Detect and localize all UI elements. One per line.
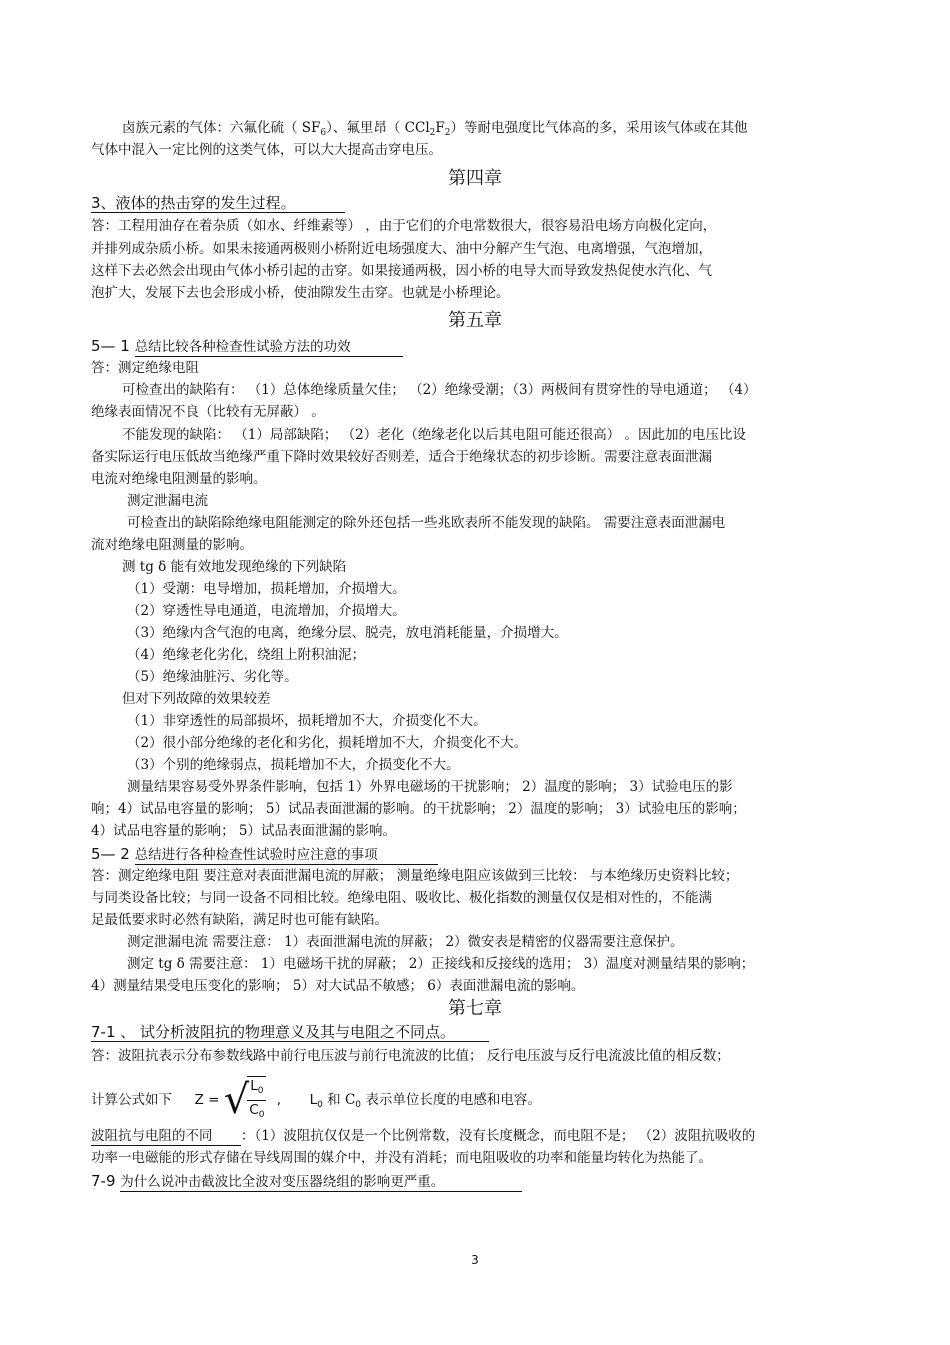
answer-5-1-line: 电流对绝缘电阻测量的影响。 xyxy=(91,471,267,487)
question-7-9-heading: 7-9 为什么说冲击截波比全波对变压器绕组的影响更严重。 xyxy=(91,1172,522,1192)
answer-3-line-3: 这样下去必然会出现由气体小桥引起的击穿。如果接通两极，因小桥的电导大而导致发热促使水汽化、气 xyxy=(91,263,712,279)
chapter-7-title: 第七章 xyxy=(448,998,502,1019)
answer-5-1-line: 测 tg δ 能有效地发现绝缘的下列缺陷 xyxy=(122,559,347,575)
answer-5-1-line: 但对下列故障的效果较差 xyxy=(122,691,271,707)
answer-5-1-line: 备实际运行电压低故当绝缘严重下降时效果较好否则差，适合于绝缘状态的初步诊断。需要注意表面泄漏 xyxy=(91,449,712,465)
wave-impedance-difference-line-1: 波阻抗与电阻的不同 ：（1）波阻抗仅仅是一个比例常数，没有长度概念，而电阻不是； （2）波阻抗吸收的 xyxy=(91,1128,756,1144)
answer-5-1-line: 测量结果容易受外界条件影响，包括 1）外界电磁场的干扰影响； 2）温度的影响； 3）试验电压的影 xyxy=(127,779,733,795)
answer-5-2-line: 测定 tg δ 需要注意： 1）电磁场干扰的屏蔽； 2）正接线和反接线的选用； 3）温度对测量结果的影响； xyxy=(127,956,755,972)
chapter-5-title: 第五章 xyxy=(448,310,502,331)
answer-5-1-line: 可检查出的缺陷有： （1）总体绝缘质量欠佳； （2）绝缘受潮；（3）两极间有贯穿性的导电通道； （4） xyxy=(122,382,757,398)
answer-5-1-line: 响；4）试品电容量的影响； 5）试品表面泄漏的影响。的干扰影响； 2）温度的影响； 3）试验电压的影响； xyxy=(91,801,746,817)
answer-5-2-line: 4）测量结果受电压变化的影响； 5）对大试品不敏感； 6）表面泄漏电流的影响。 xyxy=(91,978,585,994)
answer-5-1-line: 4）试品电容量的影响； 5）试品表面泄漏的影响。 xyxy=(91,823,396,839)
answer-5-1-line: （2）穿透性导电通道，电流增加，介损增大。 xyxy=(127,603,406,619)
sqrt-symbol: √ xyxy=(223,1077,250,1123)
question-5-2-heading: 5— 2 总结进行各种检查性试验时应注意的事项 xyxy=(91,845,438,865)
answer-3-line-4: 泡扩大，发展下去也会形成小桥，使油隙发生击穿。也就是小桥理论。 xyxy=(91,285,510,301)
wave-impedance-formula: 计算公式如下 Z = √ $\frac{L_0}{C_0}$ , $L_0$ 和 $C_0$ 表示单位长度的电感和电容。 xyxy=(91,1077,541,1123)
answer-5-1-line: （4）绝缘老化劣化，绕组上附积油泥； xyxy=(127,647,366,663)
answer-5-2-line: 与同类设备比较；与同一设备不同相比较。绝缘电阻、吸收比、极化指数的测量仅仅是相对性的，不能满 xyxy=(91,890,712,906)
question-7-1-heading: 7-1 、 试分析波阻抗的物理意义及其与电阻之不同点。 xyxy=(91,1023,489,1042)
answer-5-2-line: 足最低要求时必然有缺陷，满足时也可能有缺陷。 xyxy=(91,912,388,928)
wave-impedance-difference-line-2: 功率一电磁能的形式存储在导线周围的媒介中，并没有消耗；而电阻吸收的功率和能量均转化为热能了。 xyxy=(91,1150,712,1166)
answer-5-1-line: （2）很小部分绝缘的老化和劣化，损耗增加不大，介损变化不大。 xyxy=(127,735,528,751)
answer-5-2-line: 测定泄漏电流 需要注意： 1）表面泄漏电流的屏蔽； 2）微安表是精密的仪器需要注意保护。 xyxy=(127,934,684,950)
answer-5-1-line: 绝缘表面情况不良（比较有无屏蔽） 。 xyxy=(91,404,325,420)
answer-5-1-line: 答：测定绝缘电阻 xyxy=(91,360,199,376)
answer-5-2-line: 答：测定绝缘电阻 要注意对表面泄漏电流的屏蔽； 测量绝缘电阻应该做到三比较： 与本绝缘历史资料比较； xyxy=(91,868,739,884)
chapter-4-title: 第四章 xyxy=(448,168,502,189)
halogen-line-1: 卤族元素的气体：六氟化硫（ $SF_6$）、氟里昂（ $CCl_2F_2$）等耐电强度比气体高的多，采用该气体或在其他 xyxy=(122,120,748,138)
answer-5-1-line: （3）绝缘内含气泡的电离，绝缘分层、脱壳，放电消耗能量，介损增大。 xyxy=(127,625,568,641)
answer-3-line-1: 答：工程用油存在着杂质（如水、纤维素等） ，由于它们的介电常数很大，很容易沿电场方向极化定向， xyxy=(91,218,717,234)
answer-5-1-line: 可检查出的缺陷除绝缘电阻能测定的除外还包括一些兆欧表所不能发现的缺陷。 需要注意表面泄漏电 xyxy=(127,515,726,531)
answer-5-1-line: （3）个别的绝缘弱点，损耗增加不大，介损变化不大。 xyxy=(127,757,460,773)
answer-7-1-line-1: 答：波阻抗表示分布参数线路中前行电压波与前行电流波的比值； 反行电压波与反行电流波比值的相反数； xyxy=(91,1048,730,1064)
halogen-line-2: 气体中混入一定比例的这类气体，可以大大提高击穿电压。 xyxy=(91,142,442,158)
answer-5-1-line: （1）非穿透性的局部损坏，损耗增加不大，介损变化不大。 xyxy=(127,713,487,729)
question-5-1-heading: 5— 1 总结比较各种检查性试验方法的功效 xyxy=(91,337,403,357)
answer-5-1-line: （5）绝缘油脏污、劣化等。 xyxy=(127,669,298,685)
answer-5-1-line: 流对绝缘电阻测量的影响。 xyxy=(91,537,253,553)
answer-5-1-line: 测定泄漏电流 xyxy=(127,493,208,509)
answer-5-1-line: （1）受潮：电导增加，损耗增加，介损增大。 xyxy=(127,581,406,597)
formula-fraction: $\frac{L_0}{C_0}$ xyxy=(247,1076,266,1124)
question-3-heading: 3、液体的热击穿的发生过程。 xyxy=(91,194,345,213)
page-number: 3 xyxy=(471,1253,479,1267)
answer-3-line-2: 并排列成杂质小桥。如果未接通两极则小桥附近电场强度大、油中分解产生气泡、电离增强，气泡增加， xyxy=(91,241,712,257)
answer-5-1-line: 不能发现的缺陷： （1）局部缺陷； （2）老化（绝缘老化以后其电阻可能还很高） 。因此加的电压比设 xyxy=(122,427,747,443)
